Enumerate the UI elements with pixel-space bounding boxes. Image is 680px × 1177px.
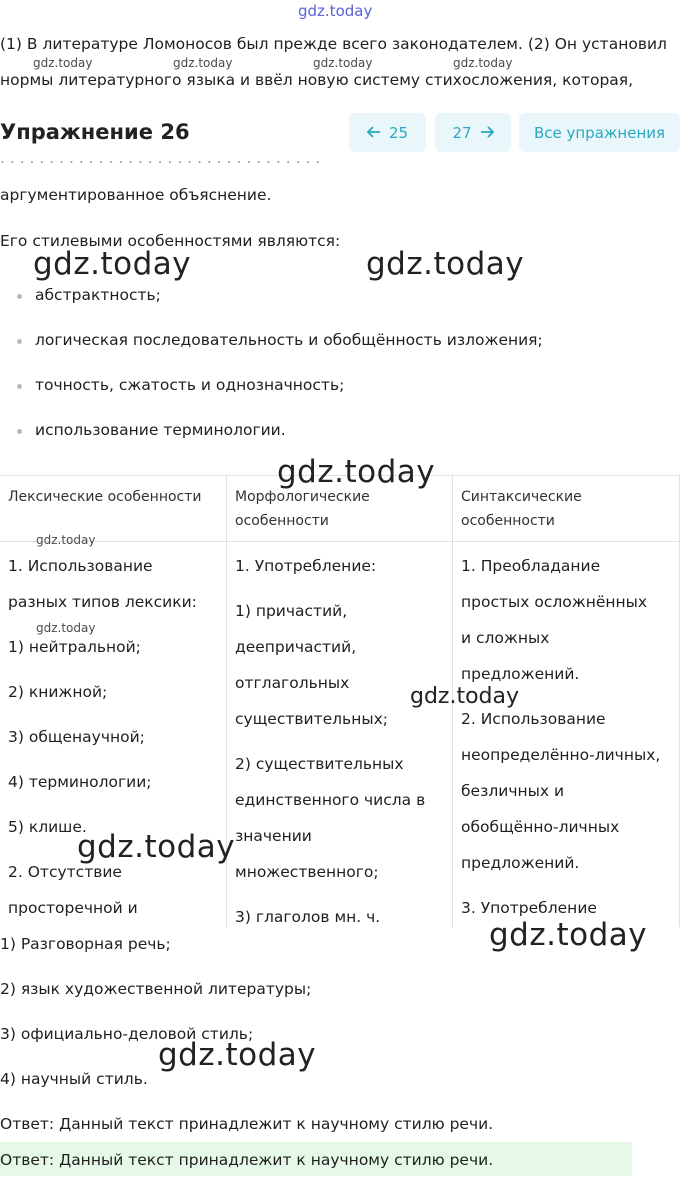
watermark-large: gdz.today	[277, 454, 436, 490]
watermark-large: gdz.today	[489, 917, 648, 953]
table-cell-line: безличных и	[461, 782, 565, 800]
table-cell-line: 5) клише.	[8, 818, 87, 836]
list-item: логическая последовательность и обобщённость изложения;	[35, 331, 543, 349]
prev-exercise-button[interactable]	[349, 113, 426, 152]
table-cell-line: 3) глаголов мн. ч.	[235, 908, 381, 926]
table-cell-line: обобщённо-личных	[461, 818, 620, 836]
clipped-line: . . . . . . . . . . . . . . . . . . . . . . . . . . . . . . . . .	[0, 149, 321, 167]
next-exercise-button[interactable]	[435, 113, 511, 152]
prev-exercise-label: 25	[388, 123, 409, 142]
list-item: точность, сжатость и однозначность;	[35, 376, 345, 394]
watermark-small: gdz.today	[36, 533, 96, 547]
table-cell-line: 1. Употребление:	[235, 557, 377, 575]
watermark-large: gdz.today	[33, 246, 192, 282]
watermark-large: gdz.today	[158, 1037, 317, 1073]
arrow-left-icon	[367, 124, 381, 142]
bullet-icon	[17, 384, 22, 389]
table-header-syntax-1: Синтаксические	[461, 489, 582, 505]
answer-text: Ответ: Данный текст принадлежит к научному стилю речи.	[0, 1115, 494, 1133]
all-exercises-button[interactable]	[519, 113, 680, 152]
next-exercise-label: 27	[452, 123, 472, 142]
table-header-lexical: Лексические особенности	[8, 489, 202, 505]
cut-line: аргументированное объяснение.	[0, 186, 272, 204]
answer-highlighted-text: Ответ: Данный текст принадлежит к научному стилю речи.	[0, 1151, 494, 1169]
table-cell-line: единственного числа в	[235, 791, 426, 809]
watermark-small: gdz.today	[453, 56, 513, 70]
table-cell-line: 4) терминологии;	[8, 773, 152, 791]
watermark-small: gdz.today	[173, 56, 233, 70]
table-cell-line: множественного;	[235, 863, 379, 881]
table-cell-line: 1. Использование	[8, 557, 153, 575]
table-cell-line: отглагольных	[235, 674, 350, 692]
option-item: 4) научный стиль.	[0, 1070, 148, 1088]
table-cell-line: 1. Преобладание	[461, 557, 601, 575]
table-header-morph-2: особенности	[235, 513, 329, 529]
option-item: 2) язык художественной литературы;	[0, 980, 312, 998]
table-cell-line: 2) книжной;	[8, 683, 108, 701]
option-item: 3) официально-деловой стиль;	[0, 1025, 254, 1043]
exercise-title: Упражнение 26	[0, 120, 190, 144]
list-item: абстрактность;	[35, 286, 161, 304]
list-item: использование терминологии.	[35, 421, 286, 439]
table-cell-line: 2) существительных	[235, 755, 404, 773]
table-cell-line: 3) общенаучной;	[8, 728, 145, 746]
watermark-small: gdz.today	[36, 621, 96, 635]
table-cell-line: 2. Отсутствие	[8, 863, 122, 881]
table-header-morph-1: Морфологические	[235, 489, 370, 505]
table-border	[0, 541, 680, 542]
watermark-medium: gdz.today	[410, 684, 520, 709]
intro-line-2: нормы литературного языка и ввёл новую систему стихосложения, которая,	[0, 71, 634, 89]
features-intro: Его стилевыми особенностями являются:	[0, 232, 341, 250]
table-cell-line: простых осложнённых	[461, 593, 648, 611]
watermark-small: gdz.today	[313, 56, 373, 70]
table-cell-line: деепричастий,	[235, 638, 357, 656]
table-cell-line: 1) причастий,	[235, 602, 348, 620]
bullet-icon	[17, 339, 22, 344]
bullet-icon	[17, 294, 22, 299]
table-cell-line: неопределённо-личных,	[461, 746, 661, 764]
table-cell-line: 2. Использование	[461, 710, 606, 728]
table-header-syntax-2: особенности	[461, 513, 555, 529]
watermark-large: gdz.today	[77, 829, 236, 865]
intro-line-1: (1) В литературе Ломоносов был прежде всего законодателем. (2) Он установил	[0, 35, 667, 53]
table-cell-line: разных типов лексики:	[8, 593, 197, 611]
watermark-small: gdz.today	[33, 56, 93, 70]
table-cell-line: 3. Употребление	[461, 899, 597, 917]
table-cell-line: предложений.	[461, 854, 580, 872]
table-cell-line: предложений.	[461, 665, 580, 683]
table-cell-line: 1) нейтральной;	[8, 638, 141, 656]
option-item: 1) Разговорная речь;	[0, 935, 171, 953]
all-exercises-label: Все упражнения	[533, 123, 666, 142]
arrow-right-icon	[480, 124, 494, 142]
table-cell-line: просторечной и	[8, 899, 138, 917]
table-cell-line: и сложных	[461, 629, 550, 647]
watermark-top: gdz.today	[298, 2, 373, 20]
table-cell-line: существительных;	[235, 710, 388, 728]
table-cell-line: значении	[235, 827, 312, 845]
bullet-icon	[17, 429, 22, 434]
watermark-large: gdz.today	[366, 246, 525, 282]
